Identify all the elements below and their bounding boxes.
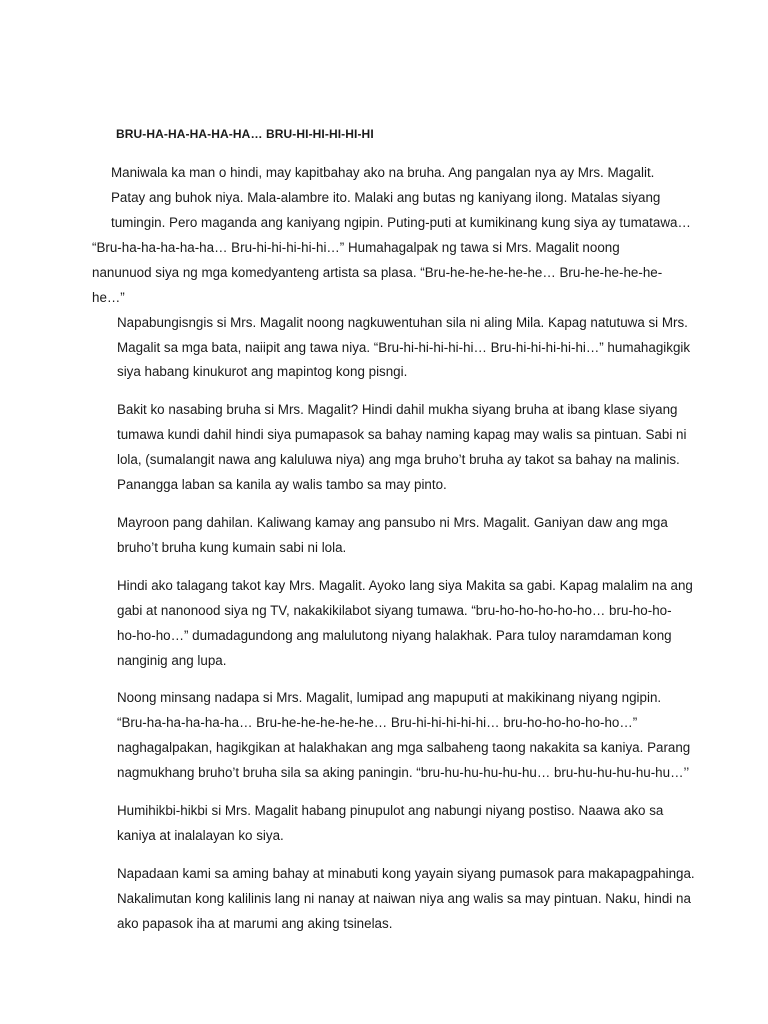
paragraph-3-line-2: tumawa kundi dahil hindi siya pumapasok sa bahay naming kapag may walis sa pintuan. Sabi ni: [117, 427, 687, 442]
paragraph-7-line-1: Humihikbi-hikbi si Mrs. Magalit habang pinupulot ang nabungi niyang postiso. Naawa ako sa: [117, 803, 664, 818]
paragraph-1-line-5: nanunuod siya ng mga komedyanteng artista sa plasa. “Bru-he-he-he-he-he… Bru-he-he-he-he-: [92, 265, 663, 280]
paragraph-1-line-2: Patay ang buhok niya. Mala-alambre ito. Malaki ang butas ng kaniyang ilong. Matalas siyang: [111, 190, 661, 205]
paragraph-6-line-2: “Bru-ha-ha-ha-ha-ha… Bru-he-he-he-he-he… Bru-hi-hi-hi-hi-hi… bru-ho-ho-ho-ho-ho…”: [117, 715, 638, 730]
paragraph-3-line-4: Panangga laban sa kanila ay walis tambo sa may pinto.: [117, 477, 447, 492]
paragraph-5-line-4: nanginig ang lupa.: [117, 653, 227, 668]
paragraph-6-line-3: naghagalpakan, hagikgikan at halakhakan ang mga salbaheng taong nakakita sa kaniya. Parang: [117, 740, 691, 755]
paragraph-4-line-1: Mayroon pang dahilan. Kaliwang kamay ang pansubo ni Mrs. Magalit. Ganiyan daw ang mga: [117, 515, 668, 530]
paragraph-8-line-3: ako papasok iha at marumi ang aking tsinelas.: [117, 916, 393, 931]
paragraph-3-line-3: lola, (sumalangit nawa ang kaluluwa niya) ang mga bruho’t bruha ay takot sa bahay na malinis.: [117, 452, 680, 467]
paragraph-1-line-3: tumingin. Pero maganda ang kaniyang ngipin. Puting-puti at kumikinang kung siya ay tumatawa…: [111, 215, 691, 230]
paragraph-1-line-1: Maniwala ka man o hindi, may kapitbahay ako na bruha. Ang pangalan nya ay Mrs. Magalit.: [111, 165, 655, 180]
paragraph-6-line-1: Noong minsang nadapa si Mrs. Magalit, lumipad ang mapuputi at makikinang niyang ngipin.: [117, 690, 662, 705]
paragraph-5-line-2: gabi at nanonood siya ng TV, nakakikilabot siyang tumawa. “bru-ho-ho-ho-ho-ho… bru-ho-ho-: [117, 603, 672, 618]
paragraph-4-line-2: bruho’t bruha kung kumain sabi ni lola.: [117, 540, 347, 555]
paragraph-7-line-2: kaniya at inalalayan ko siya.: [117, 828, 284, 843]
paragraph-8-line-1: Napadaan kami sa aming bahay at minabuti kong yayain siyang pumasok para makapagpahinga.: [117, 866, 695, 881]
paragraph-1-line-6: he…”: [92, 290, 125, 305]
paragraph-3-line-1: Bakit ko nasabing bruha si Mrs. Magalit? Hindi dahil mukha siyang bruha at ibang klase siyang: [117, 402, 678, 417]
paragraph-2-line-2: Magalit sa mga bata, naiipit ang tawa niya. “Bru-hi-hi-hi-hi-hi… Bru-hi-hi-hi-hi-hi…” humahagikgik: [117, 340, 691, 355]
paragraph-8-line-2: Nakalimutan kong kalilinis lang ni nanay at naiwan niya ang walis sa may pintuan. Naku, hindi na: [117, 891, 691, 906]
paragraph-5-line-3: ho-ho-ho…” dumadagundong ang malulutong niyang halakhak. Para tuloy naramdaman kong: [117, 628, 672, 643]
paragraph-1-line-4: “Bru-ha-ha-ha-ha-ha… Bru-hi-hi-hi-hi-hi…” Humahagalpak ng tawa si Mrs. Magalit noong: [92, 240, 620, 255]
paragraph-2-line-1: Napabungisngis si Mrs. Magalit noong nagkuwentuhan sila ni aling Mila. Kapag natutuwa si Mrs.: [117, 315, 688, 330]
paragraph-5-line-1: Hindi ako talagang takot kay Mrs. Magalit. Ayoko lang siya Makita sa gabi. Kapag malalim na ang: [117, 578, 693, 593]
paragraph-2-line-3: siya habang kinukurot ang mapintog kong pisngi.: [117, 364, 408, 379]
story-title: BRU-HA-HA-HA-HA-HA… BRU-HI-HI-HI-HI-HI: [116, 127, 374, 141]
paragraph-6-line-4: nagmukhang bruho’t bruha sila sa aking paningin. “bru-hu-hu-hu-hu-hu… bru-hu-hu-hu-hu-hu…’’: [117, 765, 690, 780]
